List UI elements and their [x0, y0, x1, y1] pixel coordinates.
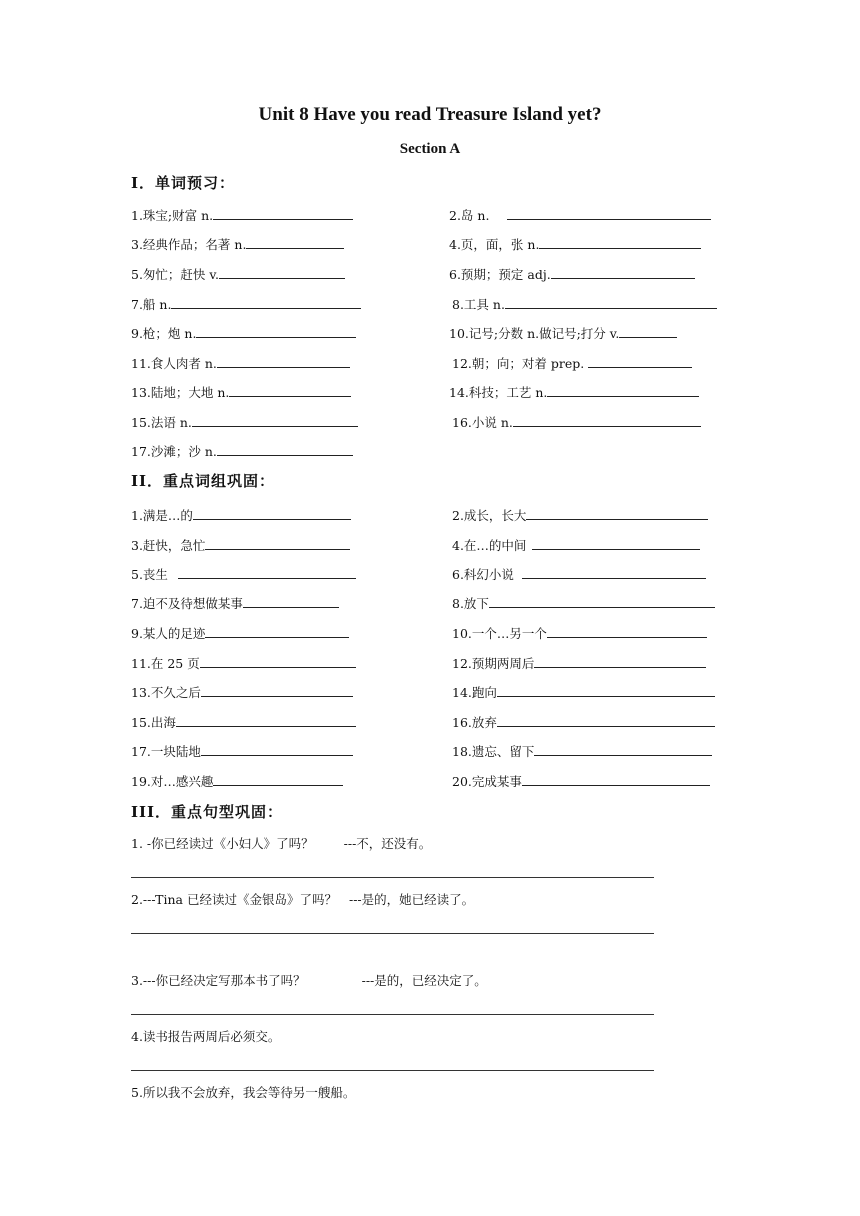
answer-blank[interactable] [217, 354, 350, 368]
vocab-item [131, 413, 358, 431]
vocab-label: 13.陆地；大地 n. [131, 385, 230, 400]
vocab-item [449, 235, 701, 253]
phrase-label: 10.一个…另一个 [452, 626, 547, 641]
phrase-item [452, 772, 710, 790]
phrase-label: 9.某人的足迹 [131, 626, 206, 641]
answer-blank[interactable] [547, 624, 707, 638]
page-subtitle: Section A [399, 141, 461, 157]
answer-blank[interactable] [507, 206, 711, 220]
sentence-item [131, 971, 487, 989]
answer-blank[interactable] [217, 442, 353, 456]
phrase-label: 7.迫不及待想做某事 [131, 596, 243, 611]
answer-blank[interactable] [196, 324, 356, 338]
answer-line[interactable] [131, 877, 654, 878]
vocab-item [131, 383, 351, 401]
answer-blank[interactable] [532, 536, 700, 550]
phrase-item [131, 772, 343, 790]
phrase-item [131, 506, 351, 524]
vocab-item [449, 324, 677, 342]
vocab-item [131, 235, 344, 253]
phrase-label: 13.不久之后 [131, 685, 201, 700]
answer-blank[interactable] [205, 536, 350, 550]
sentence-answer-hint: ---不，还没有。 [343, 836, 432, 851]
section-heading-vocabulary: I．单词预习： [131, 174, 236, 192]
answer-blank[interactable] [588, 354, 692, 368]
phrase-label: 6.科幻小说 [452, 567, 514, 582]
answer-blank[interactable] [551, 265, 695, 279]
answer-blank[interactable] [229, 383, 351, 397]
phrase-item [452, 654, 706, 672]
vocab-item [131, 265, 345, 283]
phrase-item [131, 654, 356, 672]
answer-blank[interactable] [539, 235, 701, 249]
vocab-label: 3.经典作品；名著 n. [131, 237, 247, 252]
answer-blank[interactable] [497, 683, 715, 697]
phrase-item [131, 713, 356, 731]
phrase-label: 17.一块陆地 [131, 744, 201, 759]
answer-blank[interactable] [178, 565, 356, 579]
sentence-question: 4.读书报告两周后必须交。 [131, 1029, 281, 1044]
answer-blank[interactable] [200, 654, 356, 668]
vocab-item [449, 265, 695, 283]
phrase-label: 20.完成某事 [452, 774, 522, 789]
answer-blank[interactable] [619, 324, 677, 338]
phrase-label: 14.跑向 [452, 685, 497, 700]
answer-blank[interactable] [219, 265, 345, 279]
answer-blank[interactable] [513, 413, 701, 427]
vocab-item [452, 413, 701, 431]
phrase-item [131, 742, 353, 760]
vocab-label: 9.枪；炮 n. [131, 326, 197, 341]
vocab-item [449, 206, 711, 224]
sentence-item [131, 890, 474, 908]
phrase-label: 11.在 25 页 [131, 656, 200, 671]
answer-blank[interactable] [213, 206, 353, 220]
phrase-item [131, 594, 339, 612]
vocab-label: 16.小说 n. [452, 415, 513, 430]
phrase-label: 5.丧生 [131, 567, 168, 582]
vocab-item [131, 354, 350, 372]
vocab-label: 4.页，面，张 n. [449, 237, 540, 252]
vocab-label: 7.船 n. [131, 297, 172, 312]
phrase-label: 8.放下 [452, 596, 489, 611]
answer-blank[interactable] [193, 506, 351, 520]
phrase-item [452, 683, 715, 701]
answer-blank[interactable] [213, 772, 343, 786]
vocab-label: 11.食人肉者 n. [131, 356, 217, 371]
sentence-item [131, 1027, 280, 1045]
phrase-item [452, 742, 712, 760]
answer-line[interactable] [131, 1070, 654, 1071]
sentence-question: 1. -你已经读过《小妇人》了吗？ [131, 836, 314, 851]
answer-blank[interactable] [246, 235, 344, 249]
answer-blank[interactable] [489, 594, 715, 608]
phrase-label: 12.预期两周后 [452, 656, 535, 671]
vocab-label: 1.珠宝;财富 n. [131, 208, 214, 223]
phrase-label: 4.在…的中间 [452, 538, 527, 553]
sentence-answer-hint: ---是的，她已经读了。 [348, 892, 475, 907]
answer-blank[interactable] [192, 413, 358, 427]
answer-blank[interactable] [522, 565, 706, 579]
vocab-label: 12.朝；向；对着 prep. [452, 356, 585, 371]
vocab-item [452, 354, 692, 372]
answer-blank[interactable] [497, 713, 715, 727]
phrase-label: 3.赶快，急忙 [131, 538, 206, 553]
answer-blank[interactable] [201, 742, 353, 756]
section-heading-sentences: III．重点句型巩固： [131, 803, 284, 821]
answer-blank[interactable] [176, 713, 356, 727]
vocab-label: 10.记号;分数 n.做记号;打分 v. [449, 326, 620, 341]
phrase-label: 2.成长，长大 [452, 508, 527, 523]
vocab-item [131, 206, 353, 224]
phrase-label: 1.满是…的 [131, 508, 193, 523]
phrase-item [131, 536, 350, 554]
phrase-item [452, 506, 708, 524]
vocab-item [449, 383, 699, 401]
vocab-label: 8.工具 n. [452, 297, 505, 312]
vocab-label: 14.科技；工艺 n. [449, 385, 548, 400]
vocab-item [452, 295, 717, 313]
answer-blank[interactable] [547, 383, 699, 397]
answer-blank[interactable] [534, 654, 706, 668]
answer-blank[interactable] [243, 594, 339, 608]
vocab-label: 5.匆忙；赶快 v. [131, 267, 219, 282]
sentence-question: 2.---Tina 已经读过《金银岛》了吗？ [131, 892, 337, 907]
sentence-question: 3.---你已经决定写那本书了吗？ [131, 973, 306, 988]
answer-line[interactable] [131, 1014, 654, 1015]
sentence-item [131, 834, 431, 852]
answer-blank[interactable] [505, 295, 717, 309]
answer-blank[interactable] [522, 772, 710, 786]
phrase-item [452, 624, 707, 642]
answer-blank[interactable] [526, 506, 708, 520]
answer-blank[interactable] [205, 624, 349, 638]
phrase-item [452, 594, 715, 612]
answer-blank[interactable] [201, 683, 353, 697]
phrase-item [131, 683, 353, 701]
sentence-item [131, 1083, 355, 1101]
answer-line[interactable] [131, 933, 654, 934]
page-title: Unit 8 Have you read Treasure Island yet? [258, 104, 602, 125]
section-heading-phrases: II．重点词组巩固： [131, 472, 276, 490]
phrase-item [452, 565, 706, 583]
sentence-answer-hint: ---是的，已经决定了。 [361, 973, 487, 988]
vocab-label: 2.岛 n. [449, 208, 490, 223]
phrase-label: 18.遗忘、留下 [452, 744, 535, 759]
vocab-item [131, 295, 361, 313]
phrase-label: 16.放弃 [452, 715, 497, 730]
vocab-label: 17.沙滩；沙 n. [131, 444, 217, 459]
answer-blank[interactable] [534, 742, 712, 756]
vocab-label: 6.预期；预定 adj. [449, 267, 551, 282]
vocab-item [131, 442, 353, 460]
answer-blank[interactable] [171, 295, 361, 309]
phrase-item [131, 624, 349, 642]
phrase-item [452, 713, 715, 731]
vocab-item [131, 324, 356, 342]
phrase-label: 15.出海 [131, 715, 176, 730]
sentence-question: 5.所以我不会放弃，我会等待另一艘船。 [131, 1085, 356, 1100]
phrase-label: 19.对…感兴趣 [131, 774, 214, 789]
phrase-item [452, 536, 700, 554]
phrase-item [131, 565, 356, 583]
vocab-label: 15.法语 n. [131, 415, 192, 430]
